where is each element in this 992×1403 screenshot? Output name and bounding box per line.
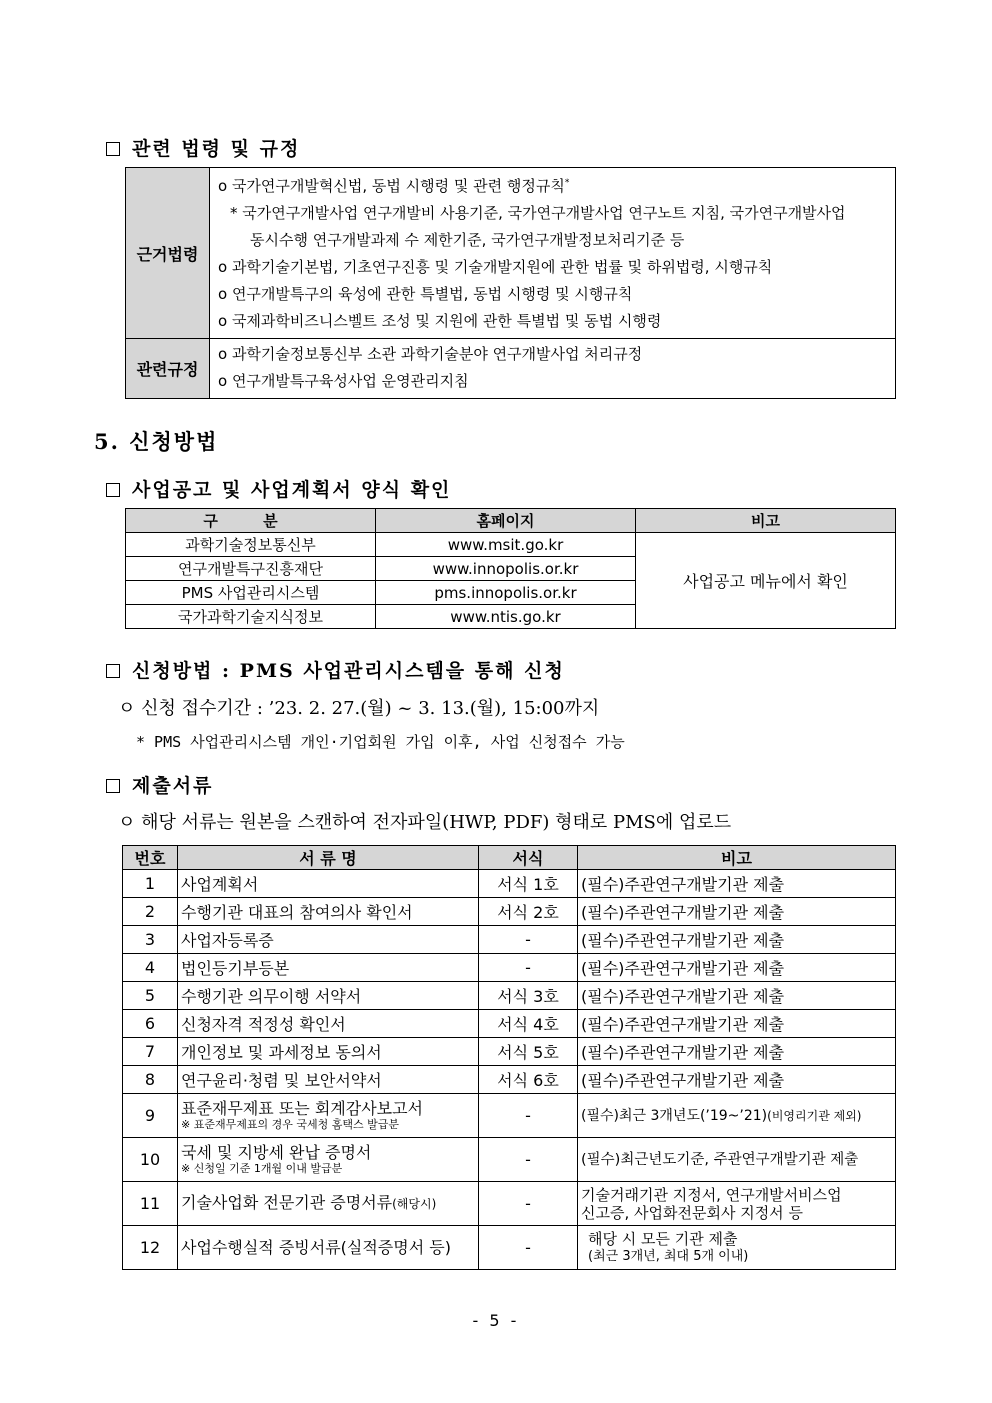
doc-form: 서식 3호 bbox=[479, 982, 578, 1010]
doc-number: 11 bbox=[123, 1182, 178, 1226]
doc-form: - bbox=[479, 1138, 578, 1182]
basis-content bbox=[210, 168, 896, 339]
table-row bbox=[123, 1182, 896, 1226]
basis-line: o 연구개발특구의 육성에 관한 특별법, 동법 시행령 및 시행규칙 bbox=[218, 285, 633, 303]
laws-table bbox=[125, 167, 896, 399]
doc-form: - bbox=[479, 954, 578, 982]
checkbox-square-icon bbox=[106, 664, 120, 678]
doc-remark: 기술거래기관 지정서, 연구개발서비스업 bbox=[581, 1185, 842, 1204]
header-form: 서식 bbox=[479, 846, 578, 870]
doc-remark-cell bbox=[578, 1182, 896, 1226]
doc-number: 1 bbox=[123, 870, 178, 898]
doc-name: 수행기관 대표의 참여의사 확인서 bbox=[178, 898, 479, 926]
footnote-marker: * bbox=[564, 178, 570, 188]
table-row bbox=[126, 533, 896, 557]
doc-form: - bbox=[479, 1182, 578, 1226]
doc-remark: (필수)주관연구개발기관 제출 bbox=[578, 982, 896, 1010]
doc-remark-cell bbox=[578, 1226, 896, 1270]
doc-number: 6 bbox=[123, 1010, 178, 1038]
doc-name-cell bbox=[178, 1094, 479, 1138]
section-heading-notice: 사업공고 및 사업계획서 양식 확인 bbox=[106, 475, 451, 502]
table-row bbox=[123, 870, 896, 898]
table-row bbox=[123, 982, 896, 1010]
doc-subnote: ※ 신청일 기준 1개월 이내 발급분 bbox=[181, 1161, 343, 1175]
doc-remark: (필수)주관연구개발기관 제출 bbox=[578, 898, 896, 926]
table-row bbox=[123, 1038, 896, 1066]
table-row bbox=[123, 1138, 896, 1182]
header-category: 구 분 bbox=[126, 509, 376, 533]
homepage-link[interactable]: pms.innopolis.or.kr bbox=[376, 581, 636, 605]
application-period: ㅇ 신청 접수기간 : ’23. 2. 27.(월) ~ 3. 13.(월), 15:00까지 bbox=[118, 698, 600, 719]
doc-remark-cell bbox=[578, 1094, 896, 1138]
regulation-line: o 연구개발특구육성사업 운영관리지침 bbox=[218, 372, 469, 390]
doc-remark: (필수)주관연구개발기관 제출 bbox=[578, 1010, 896, 1038]
doc-number: 7 bbox=[123, 1038, 178, 1066]
doc-name-cell bbox=[178, 1138, 479, 1182]
doc-remark: (필수)주관연구개발기관 제출 bbox=[578, 954, 896, 982]
doc-name: 사업계획서 bbox=[178, 870, 479, 898]
homepage-link[interactable]: www.innopolis.or.kr bbox=[376, 557, 636, 581]
doc-number: 5 bbox=[123, 982, 178, 1010]
table-row bbox=[123, 1226, 896, 1270]
doc-form: - bbox=[479, 1226, 578, 1270]
homepage-table bbox=[125, 508, 896, 629]
doc-remark: (필수)주관연구개발기관 제출 bbox=[578, 926, 896, 954]
doc-subnote: ※ 표준재무제표의 경우 국세청 홈택스 발급분 bbox=[181, 1117, 399, 1131]
regulation-content bbox=[210, 339, 896, 399]
basis-line: o 국가연구개발혁신법, 동법 시행령 및 관련 행정규칙 bbox=[218, 177, 565, 195]
basis-line: 동시수행 연구개발과제 수 제한기준, 국가연구개발정보처리기준 등 bbox=[250, 231, 685, 249]
org-name: 국가과학기술지식정보 bbox=[126, 605, 376, 629]
doc-number: 9 bbox=[123, 1094, 178, 1138]
org-name: 연구개발특구진흥재단 bbox=[126, 557, 376, 581]
application-footnote: * PMS 사업관리시스템 개인·기업회원 가입 이후, 사업 신청접수 가능 bbox=[136, 733, 625, 751]
regulation-label: 관련규정 bbox=[126, 339, 210, 399]
documents-table bbox=[122, 845, 896, 1270]
section-heading-method: 신청방법 : PMS 사업관리시스템을 통해 신청 bbox=[106, 656, 565, 683]
doc-name-small: (해당시) bbox=[392, 1197, 437, 1211]
doc-form: - bbox=[479, 926, 578, 954]
basis-line: * 국가연구개발사업 연구개발비 사용기준, 국가연구개발사업 연구노트 지침, 국가연구개발사업 bbox=[230, 204, 846, 222]
doc-remark: (필수)최근년도기준, 주관연구개발기관 제출 bbox=[578, 1138, 896, 1182]
docs-description: ㅇ 해당 서류는 원본을 스캔하여 전자파일(HWP, PDF) 형태로 PMS에 업로드 bbox=[118, 812, 732, 833]
table-row bbox=[123, 1094, 896, 1138]
doc-name: 연구윤리·청렴 및 보안서약서 bbox=[178, 1066, 479, 1094]
table-row bbox=[123, 954, 896, 982]
checkbox-square-icon bbox=[106, 142, 120, 156]
doc-name: 법인등기부등본 bbox=[178, 954, 479, 982]
note-cell: 사업공고 메뉴에서 확인 bbox=[636, 533, 896, 629]
doc-name: 개인정보 및 과세정보 동의서 bbox=[178, 1038, 479, 1066]
org-name: PMS 사업관리시스템 bbox=[126, 581, 376, 605]
table-row bbox=[123, 926, 896, 954]
doc-remark: (필수)주관연구개발기관 제출 bbox=[578, 1038, 896, 1066]
homepage-link[interactable]: www.msit.go.kr bbox=[376, 533, 636, 557]
doc-name: 수행기관 의무이행 서약서 bbox=[178, 982, 479, 1010]
basis-line: o 과학기술기본법, 기초연구진흥 및 기술개발지원에 관한 법률 및 하위법령, 시행규칙 bbox=[218, 258, 773, 276]
doc-number: 12 bbox=[123, 1226, 178, 1270]
page-number: - 5 - bbox=[472, 1311, 520, 1330]
doc-name: 표준재무제표 또는 회계감사보고서 bbox=[181, 1098, 424, 1118]
doc-name: 기술사업화 전문기관 증명서류 bbox=[181, 1193, 393, 1212]
header-number: 번호 bbox=[123, 846, 178, 870]
doc-name: 신청자격 적정성 확인서 bbox=[178, 1010, 479, 1038]
doc-name: 사업자등록증 bbox=[178, 926, 479, 954]
checkbox-square-icon bbox=[106, 483, 120, 497]
doc-number: 10 bbox=[123, 1138, 178, 1182]
table-row bbox=[123, 1010, 896, 1038]
basis-label: 근거법령 bbox=[126, 168, 210, 339]
doc-remark: (필수)주관연구개발기관 제출 bbox=[578, 1066, 896, 1094]
doc-number: 3 bbox=[123, 926, 178, 954]
doc-form: 서식 2호 bbox=[479, 898, 578, 926]
checkbox-square-icon bbox=[106, 779, 120, 793]
section-5-heading: 5. 신청방법 bbox=[94, 429, 219, 454]
doc-remark: 해당 시 모든 기관 제출 bbox=[588, 1229, 738, 1248]
regulation-line: o 과학기술정보통신부 소관 과학기술분야 연구개발사업 처리규정 bbox=[218, 345, 643, 363]
doc-name: 사업수행실적 증빙서류(실적증명서 등) bbox=[178, 1226, 479, 1270]
doc-form: - bbox=[479, 1094, 578, 1138]
doc-form: 서식 6호 bbox=[479, 1066, 578, 1094]
section-heading-laws: 관련 법령 및 규정 bbox=[106, 134, 300, 161]
doc-remark-line2: (최근 3개년, 최대 5개 이내) bbox=[588, 1248, 749, 1264]
doc-remark-small: (비영리기관 제외) bbox=[767, 1108, 862, 1123]
section-heading-docs: 제출서류 bbox=[106, 771, 213, 798]
doc-form: 서식 5호 bbox=[479, 1038, 578, 1066]
doc-remark: (필수)최근 3개년도(’19~’21) bbox=[581, 1107, 768, 1124]
doc-form: 서식 1호 bbox=[479, 870, 578, 898]
doc-number: 8 bbox=[123, 1066, 178, 1094]
doc-number: 4 bbox=[123, 954, 178, 982]
doc-remark-line2: 신고증, 사업화전문회사 지정서 등 bbox=[581, 1203, 803, 1222]
table-row bbox=[123, 1066, 896, 1094]
header-homepage: 홈페이지 bbox=[376, 509, 636, 533]
org-name: 과학기술정보통신부 bbox=[126, 533, 376, 557]
header-note: 비고 bbox=[636, 509, 896, 533]
homepage-link[interactable]: www.ntis.go.kr bbox=[376, 605, 636, 629]
header-doc-name: 서 류 명 bbox=[178, 846, 479, 870]
doc-remark: (필수)주관연구개발기관 제출 bbox=[578, 870, 896, 898]
doc-name: 국세 및 지방세 완납 증명서 bbox=[181, 1142, 372, 1162]
doc-number: 2 bbox=[123, 898, 178, 926]
doc-form: 서식 4호 bbox=[479, 1010, 578, 1038]
doc-name-cell bbox=[178, 1182, 479, 1226]
header-remark: 비고 bbox=[578, 846, 896, 870]
basis-line: o 국제과학비즈니스벨트 조성 및 지원에 관한 특별법 및 동법 시행령 bbox=[218, 312, 662, 330]
table-row bbox=[123, 898, 896, 926]
